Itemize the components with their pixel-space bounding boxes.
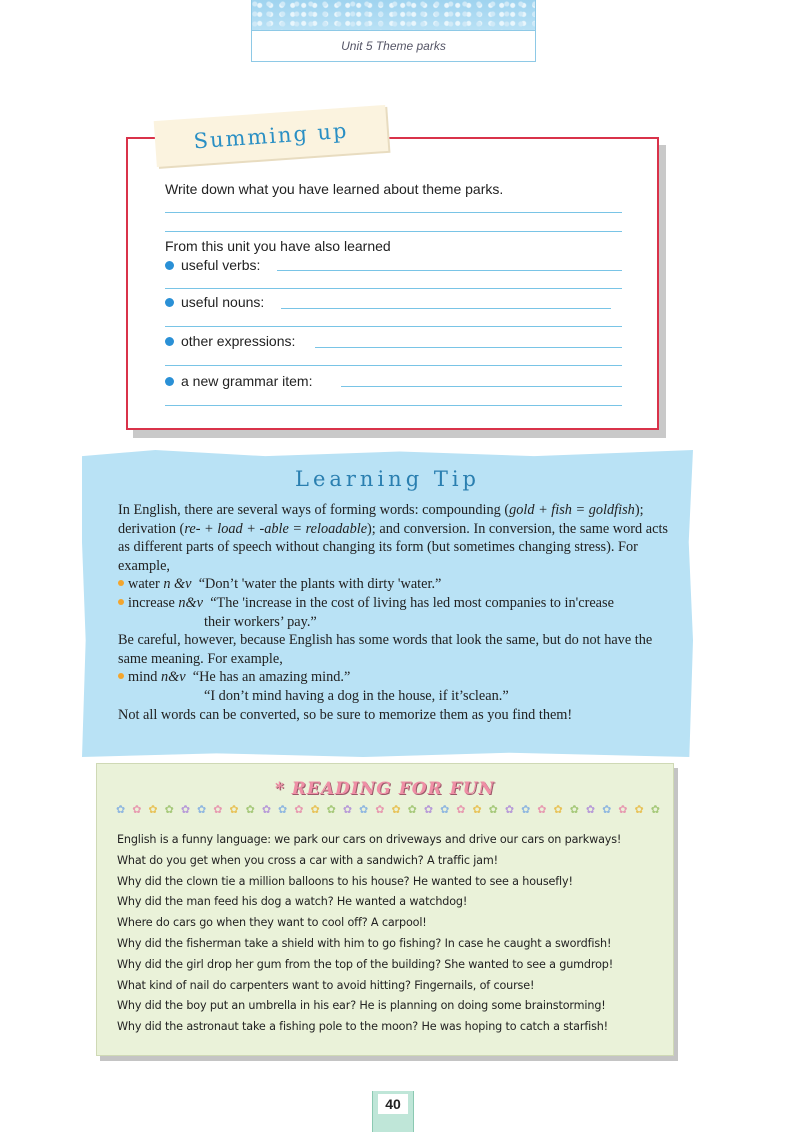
flower-icon: ✿ (359, 804, 369, 816)
reading-for-fun-title: * READING FOR FUN (274, 779, 496, 799)
joke-line: Why did the girl drop her gum from the top of the building? She wanted to see a gumdrop! (117, 957, 614, 971)
answer-line[interactable] (165, 288, 622, 289)
flower-icon: ✿ (342, 804, 353, 816)
page-number-tab (372, 1091, 414, 1132)
flower-icon: ✿ (440, 804, 450, 816)
unit-header (251, 0, 536, 62)
answer-line[interactable] (165, 231, 622, 232)
unit-title: Unit 5 Theme parks (341, 39, 446, 53)
joke-line: Why did the man feed his dog a watch? He wanted a watchdog! (117, 895, 468, 909)
answer-line[interactable] (165, 326, 622, 327)
joke-line: English is a funny language: we park our cars on driveways and drive our cars on parkways! (117, 833, 622, 846)
flower-icon: ✿ (278, 804, 288, 816)
answer-line[interactable] (165, 212, 622, 213)
flower-icon: ✿ (618, 804, 628, 816)
flower-icon: ✿ (488, 804, 498, 816)
flower-icon: ✿ (504, 804, 515, 816)
flower-icon: ✿ (391, 804, 401, 816)
flower-icon: ✿ (407, 804, 417, 816)
answer-line[interactable] (165, 365, 622, 366)
flower-icon: ✿ (132, 804, 142, 816)
bullet-icon (165, 337, 174, 346)
header-pattern (252, 0, 535, 31)
joke-line: What do you get when you cross a car with a sandwich? A traffic jam! (117, 853, 498, 867)
joke-line: Why did the clown tie a million balloons to his house? He wanted to see a housefly! (117, 874, 573, 888)
tip-example-increase-cont: their workers’ pay.” (204, 613, 317, 630)
tip-closing: Not all words can be converted, so be sure to memorize them as you find them! (118, 706, 573, 723)
bullet-icon (165, 261, 174, 270)
summing-up-title: Summing up (192, 118, 350, 154)
flower-icon: ✿ (569, 804, 579, 816)
flower-icon: ✿ (326, 804, 336, 816)
also-learned-label: From this unit you have also learned (165, 238, 391, 254)
joke-line: Why did the boy put an umbrella in his ear? He is planning on doing some brainstorming! (117, 999, 606, 1013)
bullet-icon (165, 377, 174, 386)
flower-icon: ✿ (245, 804, 255, 816)
item-label: useful nouns: (181, 294, 265, 310)
flower-border (116, 803, 660, 817)
item-label: other expressions: (181, 333, 296, 349)
flower-icon: ✿ (197, 804, 207, 816)
item-label: a new grammar item: (181, 373, 313, 389)
answer-line[interactable] (165, 405, 622, 406)
flower-icon: ✿ (521, 804, 531, 816)
item-grammar (165, 373, 312, 389)
flower-icon: ✿ (602, 804, 612, 816)
flower-icon: ✿ (116, 804, 126, 816)
flower-icon: ✿ (180, 804, 191, 816)
tip-example-increase: increase n&v “The 'increase in the cost of living has led most companies to in'crease (118, 594, 678, 613)
flower-icon: ✿ (261, 804, 272, 816)
joke-line: Why did the astronaut take a fishing pole to the moon? He was hoping to catch a starfish! (117, 1020, 609, 1034)
orange-bullet-icon (118, 580, 124, 586)
learning-tip-title: Learning Tip (295, 467, 480, 491)
flower-icon: ✿ (164, 804, 174, 816)
tip-example-water: water n &v “Don’t 'water the plants with dirty 'water.” (118, 575, 678, 594)
flower-icon: ✿ (423, 804, 434, 816)
orange-bullet-icon (118, 673, 124, 679)
item-verbs (165, 257, 260, 273)
flower-icon: ✿ (213, 804, 223, 816)
flower-icon: ✿ (375, 804, 385, 816)
verbs-answer-line[interactable] (277, 270, 622, 271)
tip-example-mind-2: “I don’t mind having a dog in the house, if it’sclean.” (204, 687, 509, 704)
flower-icon: ✿ (634, 804, 644, 816)
flower-icon: ✿ (294, 804, 304, 816)
expressions-answer-line[interactable] (315, 347, 622, 348)
flower-icon: ✿ (229, 804, 239, 816)
joke-line: Why did the fisherman take a shield with him to go fishing? In case he caught a swordfish! (117, 936, 612, 950)
item-expressions (165, 333, 295, 349)
nouns-answer-line[interactable] (281, 308, 611, 309)
flower-icon: ✿ (553, 804, 563, 816)
flower-icon: ✿ (456, 804, 466, 816)
orange-bullet-icon (118, 599, 124, 605)
summing-prompt: Write down what you have learned about theme parks. (165, 181, 504, 197)
flower-icon: ✿ (472, 804, 482, 816)
flower-icon: ✿ (148, 804, 158, 816)
tip-intro: In English, there are several ways of forming words: compounding (gold + fish = goldfish); derivation (re- + load + -able = reloadable); and conversion. In conversion, the same word acts as different parts of speech without changing its form (but sometimes changing stress). For example, (118, 502, 668, 574)
item-label: useful verbs: (181, 257, 261, 273)
reading-for-fun-lines (117, 830, 669, 1038)
tip-example-mind: mind n&v “He has an amazing mind.” (118, 668, 678, 687)
flower-icon: ✿ (585, 804, 596, 816)
tip-careful: Be careful, however, because English has some words that look the same, but do not have the same meaning. For example, (118, 632, 653, 667)
joke-line: Where do cars go when they want to cool off? A carpool! (117, 916, 427, 930)
flower-icon: ✿ (537, 804, 547, 816)
joke-line: What kind of nail do carpenters want to avoid hitting? Fingernails, of course! (117, 978, 535, 992)
flower-icon: ✿ (650, 804, 660, 816)
grammar-answer-line[interactable] (341, 386, 622, 387)
item-nouns (165, 294, 264, 310)
learning-tip-body (118, 501, 678, 724)
flower-icon: ✿ (310, 804, 320, 816)
bullet-icon (165, 298, 174, 307)
page-number: 40 (378, 1094, 408, 1114)
